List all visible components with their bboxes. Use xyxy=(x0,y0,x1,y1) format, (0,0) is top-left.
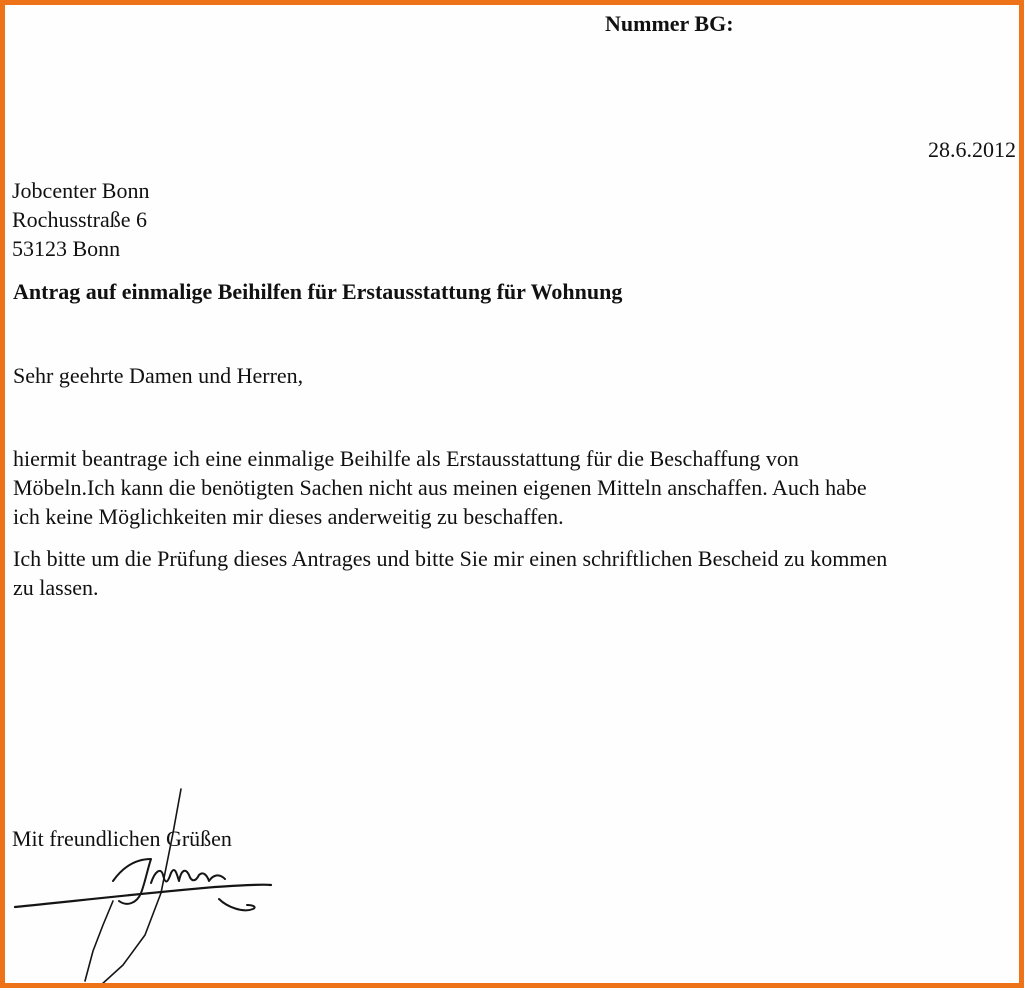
recipient-street: Rochusstraße 6 xyxy=(12,207,148,232)
letter-date: 28.6.2012 xyxy=(928,137,1016,162)
recipient-address xyxy=(12,176,149,263)
letter-closing: Mit freundlichen Grüßen xyxy=(12,826,232,851)
reference-number-label: Nummer BG: xyxy=(605,11,734,36)
handwritten-signature xyxy=(5,775,305,988)
paragraph-line: Möbeln.Ich kann die benötigten Sachen nicht aus meinen eigenen Mitteln anschaffen. Auch habe xyxy=(13,475,867,500)
letter-salutation: Sehr geehrte Damen und Herren, xyxy=(13,363,304,388)
paragraph-line: hiermit beantrage ich eine einmalige Beihilfe als Erstausstattung für die Beschaffung von xyxy=(13,446,799,471)
body-paragraph-2 xyxy=(13,544,887,602)
body-paragraph-1 xyxy=(13,444,867,531)
paragraph-line: ich keine Möglichkeiten mir dieses anderweitig zu beschaffen. xyxy=(13,504,564,529)
recipient-name: Jobcenter Bonn xyxy=(12,178,150,203)
letter-subject: Antrag auf einmalige Beihilfen für Erstausstattung für Wohnung xyxy=(13,279,623,304)
recipient-city: 53123 Bonn xyxy=(12,236,121,261)
paragraph-line: zu lassen. xyxy=(13,575,99,600)
paragraph-line: Ich bitte um die Prüfung dieses Antrages und bitte Sie mir einen schriftlichen Bescheid zu kommen xyxy=(13,546,888,571)
